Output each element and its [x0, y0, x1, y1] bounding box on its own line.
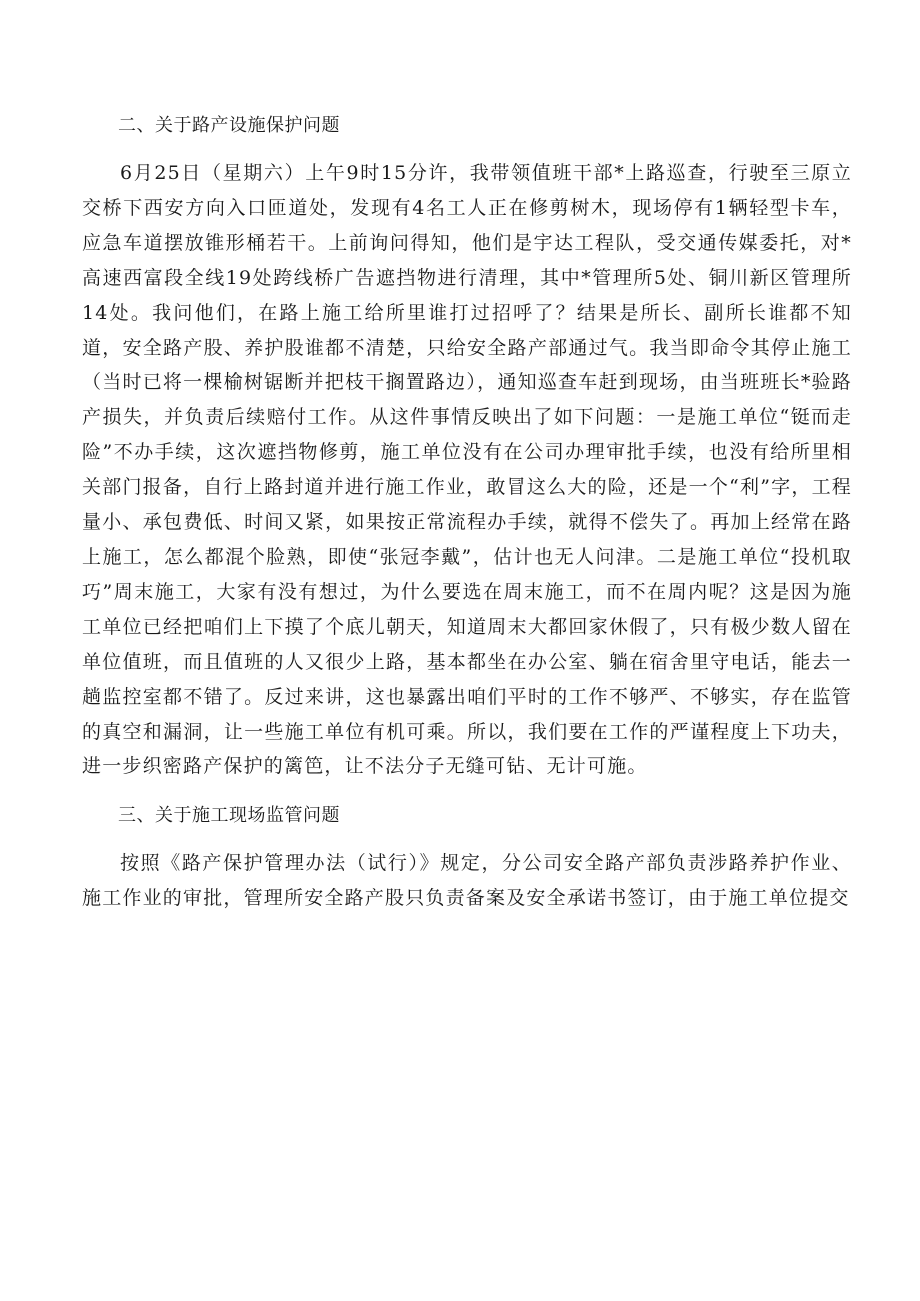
section-heading-road-asset-protection: 二、关于路产设施保护问题 [118, 115, 340, 136]
document-page [82, 108, 852, 916]
section-heading-construction-supervision: 三、关于施工现场监管问题 [118, 805, 340, 827]
paragraph-road-asset-protection: 6月25日（星期六）上午9时15分许，我带领值班干部*上路巡查，行驶至三原立交桥下西安方向入口匝道处，发现有4名工人正在修剪树木，现场停有1辆轻型卡车，应急车道摆放锥形桶若干。上前询问得知，他们是宇达工程队，受交通传媒委托，对*高速西富段全线19处跨线桥广告遮挡物进行清理，其中*管理所5处、铜川新区管理所14处。我问他们，在路上施工给所里谁打过招呼了？结果是所长、副所长谁都不知道，安全路产股、养护股谁都不清楚，只给安全路产部通过气。我当即命令其停止施工（当时已将一棵榆树锯断并把枝干搁置路边），通知巡查车赶到现场，由当班班长*验路产损失，并负责后续赔付工作。从这件事情反映出了如下问题：一是施工单位“铤而走险”不办手续，这次遮挡物修剪，施工单位没有在公司办理审批手续，也没有给所里相关部门报备，自行上路封道并进行施工作业，敢冒这么大的险，还是一个“利”字，工程量小、承包费低、时间又紧，如果按正常流程办手续，就得不偿失了。再加上经常在路上施工，怎么都混个脸熟，即使“张冠李戴”，估计也无人问津。二是施工单位“投机取巧”周末施工，大家有没有想过，为什么要选在周末施工，而不在周内呢？这是因为施工单位已经把咱们上下摸了个底儿朝天，知道周末大都回家休假了，只有极少数人留在单位值班，而且值班的人又很少上路，基本都坐在办公室、躺在宿舍里守电话，能去一趟监控室都不错了。反过来讲，这也暴露出咱们平时的工作不够严、不够实，存在监管的真空和漏洞，让一些施工单位有机可乘。所以，我们要在工作的严谨程度上下功夫，进一步织密路产保护的篱笆，让不法分子无缝可钻、无计可施。 [82, 162, 852, 778]
paragraph-construction-supervision: 按照《路产保护管理办法（试行）》规定，分公司安全路产部负责涉路养护作业、施工作业的审批，管理所安全路产股只负责备案及安全承诺书签订，由于施工单位提交 [82, 852, 852, 910]
